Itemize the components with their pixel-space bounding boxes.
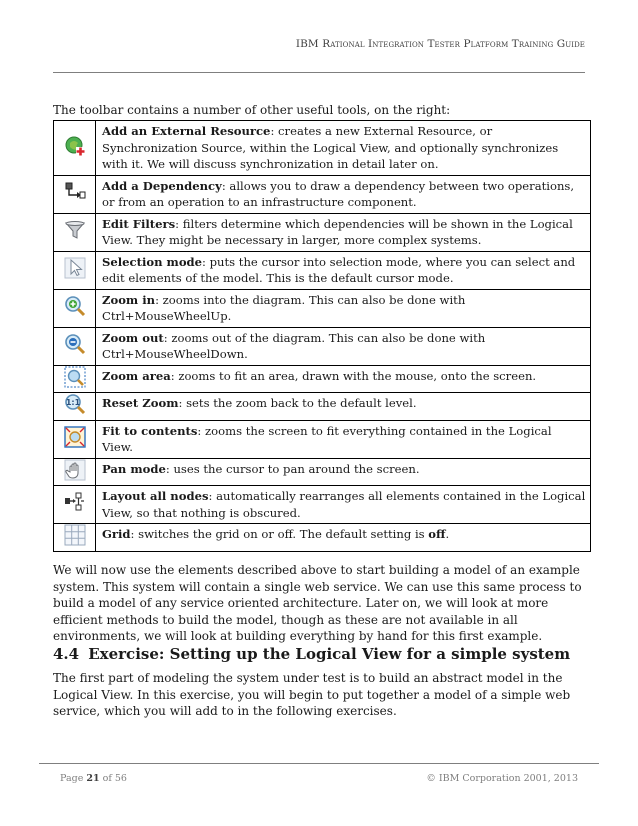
tool-description-cell: [96, 458, 591, 486]
zoom-area-icon: [64, 366, 86, 388]
tool-icon-cell: [54, 393, 96, 421]
tool-row: [54, 121, 591, 176]
reset-zoom-icon: [64, 393, 86, 415]
tool-row: [54, 393, 591, 421]
tool-description-cell: [96, 251, 591, 289]
tool-desc: : zooms out of the diagram. This can also be done with Ctrl+MouseWheelDown.: [102, 330, 486, 361]
tool-name: Selection mode: [102, 254, 203, 269]
tool-description-cell: [96, 327, 591, 365]
tool-name: Layout all nodes: [102, 489, 209, 503]
tool-row: [54, 524, 591, 552]
tool-row: [54, 327, 591, 365]
tool-name: Zoom in: [102, 292, 156, 307]
intro-text: The toolbar contains a number of other useful tools, on the right:: [53, 103, 451, 117]
tool-description-cell: [96, 420, 591, 458]
tool-icon-cell: [54, 175, 96, 213]
running-header: [53, 38, 585, 50]
tool-name: Add a Dependency: [102, 178, 222, 193]
zoom-in-icon: [64, 295, 86, 317]
add-external-resource-icon: [64, 135, 86, 157]
tool-name: Fit to contents: [102, 423, 198, 438]
tool-desc: : sets the zoom back to the default level.: [178, 396, 417, 410]
tool-row: [54, 486, 591, 524]
tool-name: Zoom out: [102, 330, 164, 345]
tool-row: [54, 251, 591, 289]
tool-icon-cell: [54, 458, 96, 486]
tool-row: [54, 458, 591, 486]
tool-description-cell: [96, 289, 591, 327]
tool-icon-cell: [54, 213, 96, 251]
tool-icon-cell: [54, 121, 96, 176]
section-number: 4.4: [53, 645, 80, 663]
body-paragraph-2: The first part of modeling the system under test is to build an abstract model in the Logical View. In this exercise, you will begin to put together a model of a simple web service, which you will add to in the following exercises.: [53, 671, 571, 719]
tool-desc: : zooms to fit an area, drawn with the mouse, onto the screen.: [170, 368, 537, 383]
zoom-out-icon: [64, 333, 86, 355]
add-dependency-icon: [64, 181, 86, 203]
tool-description-cell: [96, 213, 591, 251]
tool-description-cell: [96, 175, 591, 213]
footer-divider: [39, 763, 599, 764]
tool-desc: : filters determine which dependencies will be shown in the Logical View. They might be necessary in larger, more complex systems.: [102, 216, 573, 247]
tool-name: Zoom area: [102, 368, 171, 383]
section-title: Exercise: Setting up the Logical View for a simple system: [88, 645, 571, 663]
header-divider: [53, 72, 585, 73]
tool-desc: : switches the grid on or off. The default setting is: [130, 527, 429, 541]
edit-filters-icon: [64, 219, 86, 241]
tool-icon-cell: [54, 365, 96, 393]
tool-desc: : puts the cursor into selection mode, where you can select and edit elements of the model. This is the default cursor mode.: [102, 254, 576, 285]
tool-name: Reset Zoom: [102, 396, 179, 410]
tool-name: Grid: [102, 527, 131, 541]
grid-icon: [64, 524, 86, 546]
section-heading: [53, 645, 570, 663]
tool-description-cell: [96, 393, 591, 421]
tool-row: [54, 420, 591, 458]
tool-name: Edit Filters: [102, 216, 176, 231]
tool-row: [54, 289, 591, 327]
tool-icon-cell: [54, 486, 96, 524]
body-paragraph-1: We will now use the elements described above to start building a model of an example system. This system will contain a single web service. We can use this same process to build a model of any service oriented architecture. Later on, we will look at more efficient methods to build the model, though as these are not available in all environments, we will look at building everything by hand for this first example.: [53, 563, 582, 644]
tool-icon-cell: [54, 524, 96, 552]
tool-name: Pan mode: [102, 461, 166, 476]
current-page: 21: [86, 773, 100, 784]
tool-description-cell: [96, 121, 591, 176]
tool-description-cell: [96, 365, 591, 393]
tool-row: [54, 365, 591, 393]
tool-desc-tail: .: [445, 527, 450, 541]
copyright: © IBM Corporation 2001, 2013: [426, 773, 578, 784]
tool-description-cell: [96, 486, 591, 524]
pan-mode-icon: [64, 459, 86, 481]
tool-desc: : creates a new External Resource, or Synchronization Source, within the Logical View, and optionally synchronizes with it. We will discuss synchronization in detail later on.: [102, 124, 559, 171]
tool-desc: : zooms the screen to fit everything contained in the Logical View.: [102, 423, 552, 454]
tool-desc: : allows you to draw a dependency between two operations, or from an operation to an infrastructure component.: [102, 178, 575, 209]
tool-row: [54, 175, 591, 213]
svg-text:1:1: 1:1: [65, 398, 80, 407]
page-prefix: Page: [60, 773, 87, 784]
tool-row: [54, 213, 591, 251]
tool-icon-cell: [54, 420, 96, 458]
running-header-text: IBM Rational Integration Tester Platform Training Guide: [295, 38, 585, 50]
tool-desc: : automatically rearranges all elements contained in the Logical View, so that nothing is obscured.: [102, 489, 586, 520]
tool-emphasis: off: [428, 527, 446, 541]
selection-mode-icon: [64, 257, 86, 279]
tool-desc: : uses the cursor to pan around the screen.: [165, 461, 420, 476]
toolbar-tools-table: [53, 120, 591, 552]
layout-all-nodes-icon: [64, 491, 86, 513]
tool-name: Add an External Resource: [102, 124, 271, 138]
tool-icon-cell: [54, 289, 96, 327]
page-total: of 56: [99, 773, 127, 784]
page-number: [60, 773, 127, 784]
tool-icon-cell: [54, 251, 96, 289]
tool-desc: : zooms into the diagram. This can also be done with Ctrl+MouseWheelUp.: [102, 292, 466, 323]
tool-description-cell: [96, 524, 591, 552]
fit-to-contents-icon: [64, 426, 86, 448]
tool-icon-cell: [54, 327, 96, 365]
